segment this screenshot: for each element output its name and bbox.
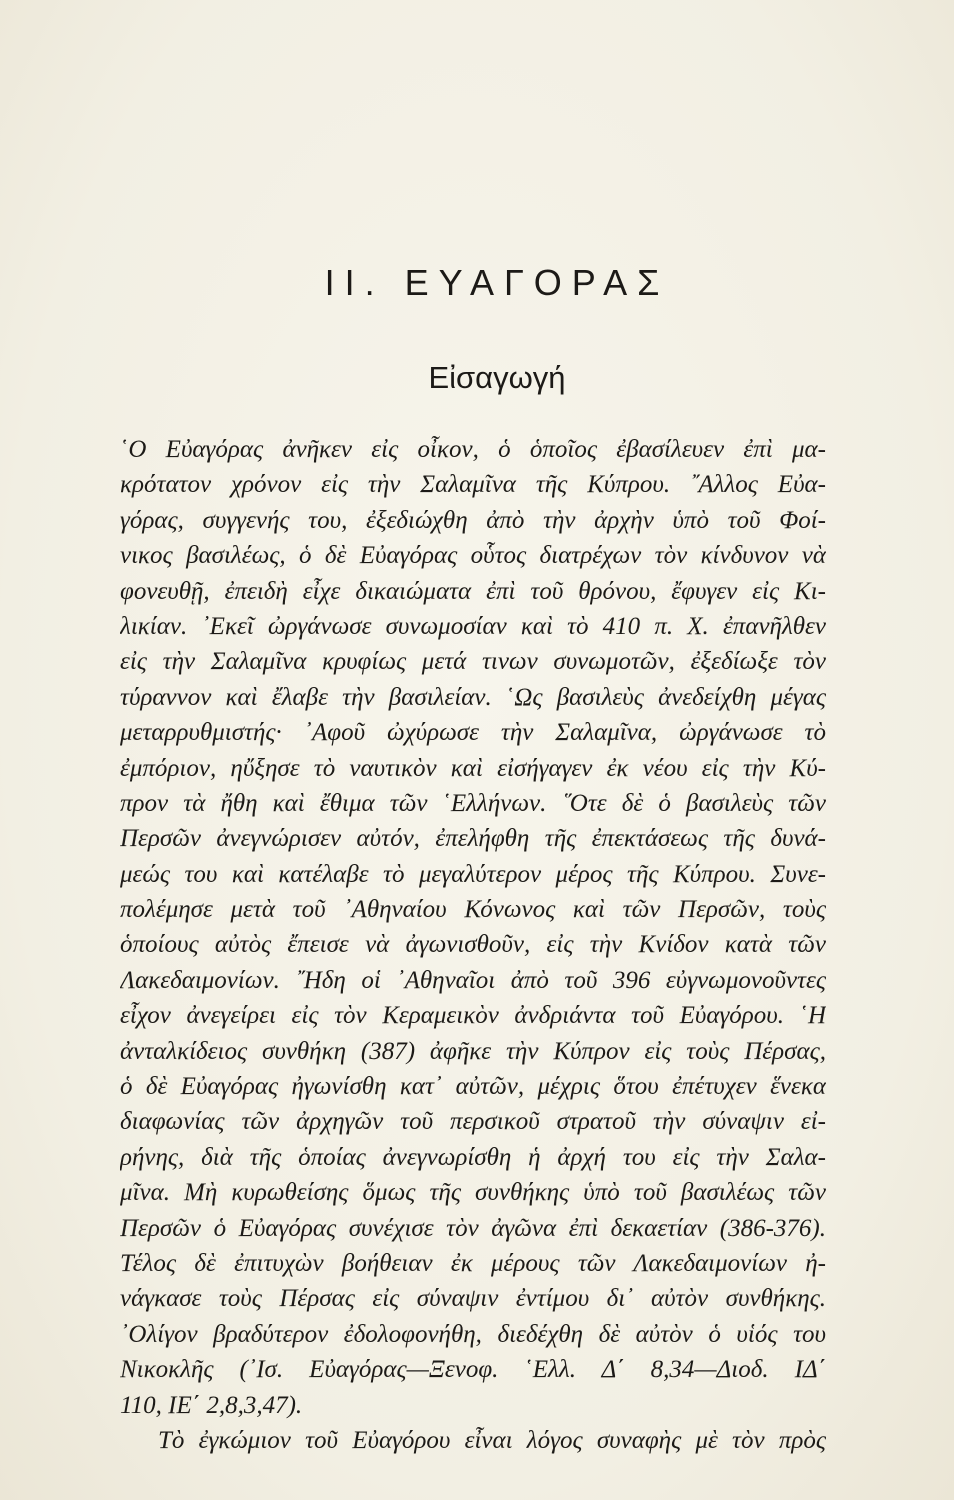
text-line: ὁποίους αὐτὸς ἔπεισε νὰ ἀγωνισθοῦν, εἰς τὴν Κνίδον κατὰ τῶν (120, 931, 826, 959)
text-line: μεταρρυθμιστής· ᾿Αφοῦ ὠχύρωσε τὴν Σαλαμῖνα, ὠργάνωσε τὸ (120, 719, 826, 747)
text-line: Περσῶν ἀνεγνώρισεν αὐτόν, ἐπελήφθη τῆς ἐπεκτάσεως τῆς δυνά- (120, 825, 826, 853)
text-line: μεώς του καὶ κατέλαβε τὸ μεγαλύτερον μέρος τῆς Κύπρου. Συνε- (120, 860, 826, 888)
text-line: ὁ δὲ Εὐαγόρας ἠγωνίσθη κατ᾿ αὐτῶν, μέχρις ὅτου ἐπέτυχεν ἕνεκα (120, 1073, 826, 1101)
text-line: Περσῶν ὁ Εὐαγόρας συνέχισε τὸν ἀγῶνα ἐπὶ δεκαετίαν (386-376). (120, 1214, 826, 1242)
text-line: ῾Ο Εὐαγόρας ἀνῆκεν εἰς οἶκον, ὁ ὁποῖος ἐβασίλευεν ἐπὶ μα- (120, 436, 826, 463)
body-text (120, 432, 826, 1458)
text-line: νικος βασιλέως, ὁ δὲ Εὐαγόρας οὗτος διατρέχων τὸν κίνδυνον νὰ (120, 542, 826, 570)
text-line: τύραννον καὶ ἔλαβε τὴν βασιλείαν. ῾Ως βασιλεὺς ἀνεδείχθη μέγας (120, 683, 826, 711)
text-line: Λακεδαιμονίων. ῎Ηδη οἱ ᾿Αθηναῖοι ἀπὸ τοῦ 396 εὐγνωμονοῦντες (120, 966, 826, 994)
text-line: ἀνταλκίδειος συνθήκη (387) ἀφῆκε τὴν Κύπρον εἰς τοὺς Πέρσας, (120, 1037, 826, 1065)
text-line: ρήνης, διὰ τῆς ὁποίας ἀνεγνωρίσθη ἡ ἀρχή του εἰς τὴν Σαλα- (120, 1143, 826, 1171)
chapter-title: II. ΕΥΑΓΟΡΑΣ (324, 262, 670, 303)
text-line: φονευθῇ, ἐπειδὴ εἶχε δικαιώματα ἐπὶ τοῦ θρόνου, ἔφυγεν εἰς Κι- (120, 577, 826, 605)
text-line: Νικοκλῆς (᾿Ισ. Εὐαγόρας—Ξενοφ. ῾Ελλ. Δ΄ 8,34—Διοδ. ΙΔ΄ (120, 1356, 826, 1384)
text-line: Τὸ ἐγκώμιον τοῦ Εὐαγόρου εἶναι λόγος συναφὴς μὲ τὸν πρὸς (158, 1426, 826, 1454)
text-line: μῖνα. Μὴ κυρωθείσης ὅμως τῆς συνθήκης ὑπὸ τοῦ βασιλέως τῶν (120, 1179, 826, 1207)
text-line: προν τὰ ἤθη καὶ ἔθιμα τῶν ῾Ελλήνων. ῞Οτε δὲ ὁ βασιλεὺς τῶν (120, 789, 826, 817)
text-line: ᾿Ολίγον βραδύτερον ἐδολοφονήθη, διεδέχθη δὲ αὐτὸν ὁ υἱός του (120, 1320, 826, 1348)
text-line: εἶχον ἀνεγείρει εἰς τὸν Κεραμεικὸν ἀνδριάντα τοῦ Εὐαγόρου. ῾Η (120, 1002, 826, 1030)
text-line: διαφωνίας τῶν ἀρχηγῶν τοῦ περσικοῦ στρατοῦ τὴν σύναψιν εἰ- (120, 1108, 826, 1136)
text-line: νάγκασε τοὺς Πέρσας εἰς σύναψιν ἐντίμου δι᾿ αὐτὸν συνθήκης. (120, 1285, 826, 1313)
text-line: εἰς τὴν Σαλαμῖνα κρυφίως μετά τινων συνωμοτῶν, ἐξεδίωξε τὸν (120, 648, 826, 676)
text-line: γόρας, συγγενής του, ἐξεδιώχθη ἀπὸ τὴν ἀρχὴν ὑπὸ τοῦ Φοί- (120, 506, 826, 534)
section-title: Εἰσαγωγή (428, 360, 566, 395)
text-line: λικίαν. ᾿Εκεῖ ὠργάνωσε συνωμοσίαν καὶ τὸ 410 π. Χ. ἐπανῆλθεν (120, 612, 826, 640)
text-line: Τέλος δὲ ἐπιτυχὼν βοήθειαν ἐκ μέρους τῶν Λακεδαιμονίων ἠ- (120, 1249, 826, 1277)
text-line: ἐμπόριον, ηὔξησε τὸ ναυτικὸν καὶ εἰσήγαγεν ἐκ νέου εἰς τὴν Κύ- (120, 754, 826, 782)
text-line: 110, ΙΕ΄ 2,8,3,47). (120, 1391, 303, 1419)
text-line: κρότατον χρόνον εἰς τὴν Σαλαμῖνα τῆς Κύπρου. ῎Αλλος Εὐα- (120, 471, 826, 499)
text-line: πολέμησε μετὰ τοῦ ᾿Αθηναίου Κόνωνος καὶ τῶν Περσῶν, τοὺς (120, 896, 826, 924)
